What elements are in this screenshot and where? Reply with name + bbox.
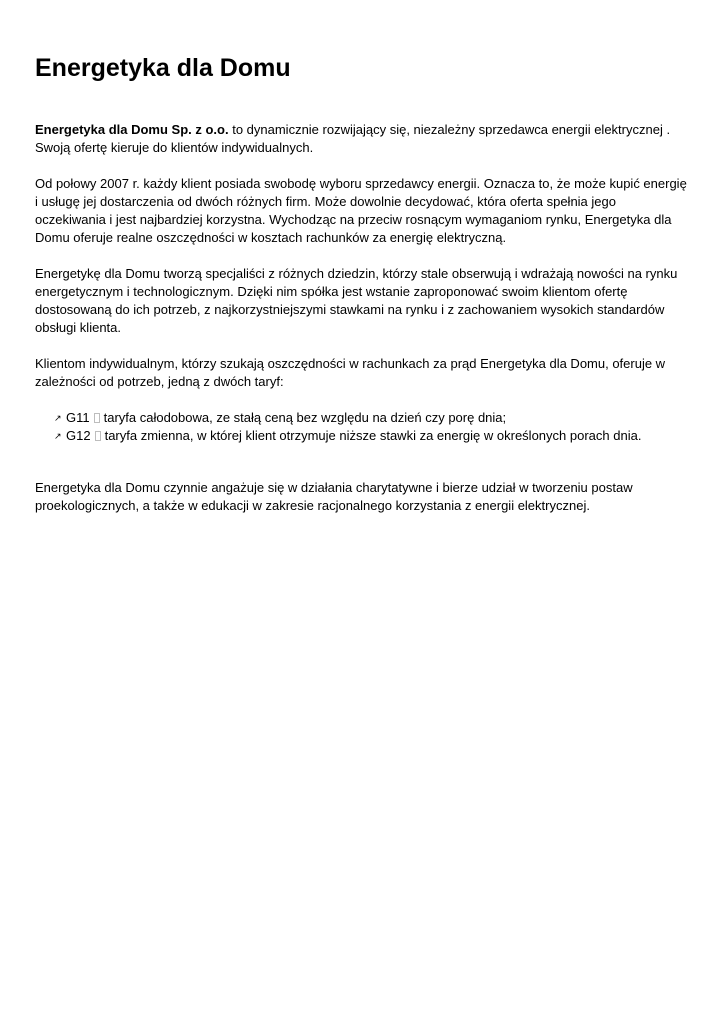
missing-glyph-icon xyxy=(94,413,100,423)
tariff-description: taryfa całodobowa, ze stałą ceną bez względu na dzień czy porę dnia; xyxy=(103,410,507,425)
list-item xyxy=(54,409,689,427)
paragraph-market-choice: Od połowy 2007 r. każdy klient posiada swobodę wyboru sprzedawcy energii. Oznacza to, że może kupić energię i usługę jej dostarczenia od dwóch różnych firm. Może dowolnie decydować, która oferta spełnia jego oczekiwania i jest najbardziej korzystna. Wychodząc na przeciw rosnącym wymaganiom rynku, Energetyka dla Domu oferuje realne oszczędności w kosztach rachunków za energię elektryczną. xyxy=(35,176,687,245)
company-name: Energetyka dla Domu Sp. z o.o. xyxy=(35,122,229,137)
paragraph-specialists: Energetykę dla Domu tworzą specjaliści z różnych dziedzin, którzy stale obserwują i wdrażają nowości na rynku energetycznym i technologicznym. Dzięki nim spółka jest wstanie zaproponować swoim klientom ofertę dostosowaną do ich potrzeb, z najkorzystniejszymi stawkami na rynku i z zachowaniem wysokich standardów obsługi klienta. xyxy=(35,266,678,335)
paragraph-tariffs-intro: Klientom indywidualnym, którzy szukają oszczędności w rachunkach za prąd Energetyka dla Domu, oferuje w zależności od potrzeb, jedną z dwóch taryf: xyxy=(35,356,666,389)
arrow-bullet-icon: ↗ xyxy=(54,413,62,423)
tariff-code: G12 xyxy=(66,428,91,443)
arrow-bullet-icon: ↗ xyxy=(54,431,62,441)
tariff-code: G11 xyxy=(66,410,90,425)
page-title: Energetyka dla Domu xyxy=(35,54,291,82)
intro-text: to dynamicznie rozwijający się, niezależny sprzedawca energii elektrycznej . Swoją ofertę kieruje do klientów indywidualnych. xyxy=(35,122,671,155)
intro-paragraph xyxy=(35,121,689,157)
missing-glyph-icon xyxy=(95,431,101,441)
list-item xyxy=(54,427,689,445)
tariff-list xyxy=(35,409,689,445)
tariff-description: taryfa zmienna, w której klient otrzymuje niższe stawki za energię w określonych porach dnia. xyxy=(104,428,642,443)
paragraph-closing: Energetyka dla Domu czynnie angażuje się w działania charytatywne i bierze udział w tworzeniu postaw proekologicznych, a także w edukacji w zakresie racjonalnego korzystania z energii elektrycznej. xyxy=(35,480,633,513)
